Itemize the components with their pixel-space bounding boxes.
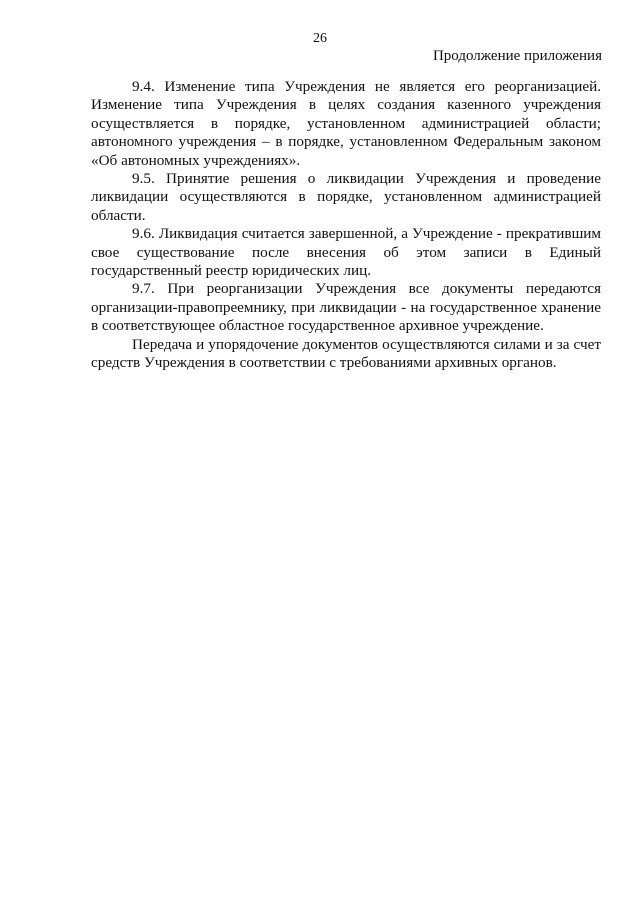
paragraph-archive-transfer: Передача и упорядочение документов осуществляются силами и за счет средств Учреждения в соответствии с требованиями архивных органов.	[91, 335, 601, 372]
paragraph-9-5: 9.5. Принятие решения о ликвидации Учреждения и проведение ликвидации осуществляются в порядке, установленном администрацией области.	[91, 170, 601, 224]
paragraph-9-7: 9.7. При реорганизации Учреждения все документы передаются организации-правопреемнику, при ликвидации - на государственное хранение в соответствующее областное государственное архивное учреждение.	[91, 280, 601, 335]
document-body	[91, 78, 601, 373]
paragraph-9-6: 9.6. Ликвидация считается завершенной, а Учреждение - прекратившим свое существование после внесения об этом записи в Единый государственный реестр юридических лиц.	[91, 225, 601, 280]
running-head: Продолжение приложения	[432, 48, 602, 64]
page-number: 26	[313, 31, 327, 46]
paragraph-9-4: 9.4. Изменение типа Учреждения не является его реорганизацией. Изменение типа Учреждения в целях создания казенного учреждения осуществляется в порядке, установленном администрацией области; автономного учреждения – в порядке, установленном Федеральным законом «Об автономных учреждениях».	[91, 78, 601, 169]
